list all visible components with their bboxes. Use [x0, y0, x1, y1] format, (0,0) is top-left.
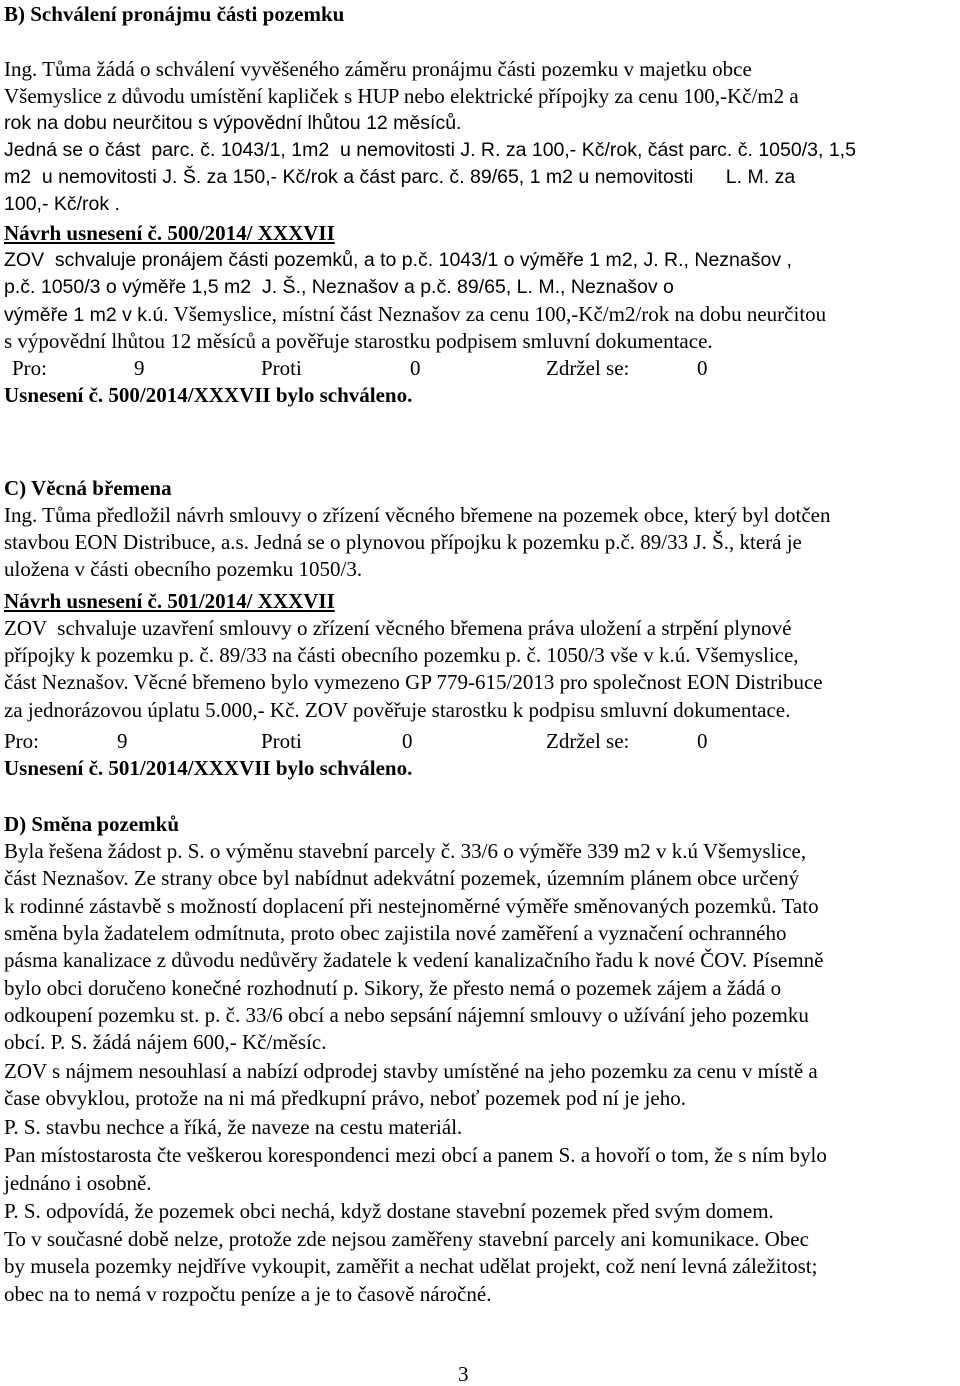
vote-zdrzel-label: Zdržel se: [546, 729, 630, 753]
proposal-line [4, 302, 826, 327]
paragraph-line: odkoupení pozemku st. p. č. 33/6 obcí a nebo sepsání nájemní smlouvy o užívání jeho pozemku [4, 1003, 809, 1027]
paragraph-line: P. S. odpovídá, že pozemek obci nechá, když dostane stavební pozemek před svým domem. [4, 1199, 774, 1223]
paragraph-line: obcí. P. S. žádá nájem 600,- Kč/měsíc. [4, 1030, 327, 1054]
paragraph-line: Byla řešena žádost p. S. o výměnu stavební parcely č. 33/6 o výměře 339 m2 v k.ú Všemyslice, [4, 839, 807, 863]
proposal-line-end: Všemyslice, místní část Neznašov za cenu 100,-Kč/m2/rok na dobu neurčitou [168, 302, 827, 326]
paragraph-line: stavbou EON Distribuce, a.s. Jedná se o plynovou přípojku k pozemku p.č. 89/33 J. Š., která je [4, 530, 802, 554]
paragraph-line: rok na dobu neurčitou s výpovědní lhůtou 12 měsíců. [4, 112, 462, 134]
page-number: 3 [458, 1362, 469, 1386]
paragraph-line: obec na to nemá v rozpočtu peníze a je to časově náročné. [4, 1282, 492, 1306]
proposal-line: za jednorázovou úplatu 5.000,- Kč. ZOV pověřuje starostku k podpisu smluvní dokumentace. [4, 698, 791, 722]
paragraph-line: Pan místostarosta čte veškerou korespondenci mezi obcí a panem S. a hovoří o tom, že s ním bylo [4, 1143, 827, 1167]
section-c-heading: C) Věcná břemena [4, 476, 172, 500]
paragraph-line: by musela pozemky nejdříve vykoupit, zaměřit a nechat udělat projekt, což není levná záležitost; [4, 1254, 818, 1278]
vote-proti-label: Proti [261, 729, 302, 753]
section-b-heading: B) Schválení pronájmu části pozemku [4, 2, 345, 26]
section-d-heading: D) Směna pozemků [4, 812, 180, 836]
vote-zdrzel-value: 0 [697, 729, 708, 753]
paragraph-line: čase obvyklou, protože na ni má předkupní právo, neboť pozemek pod ní je jeho. [4, 1086, 686, 1110]
paragraph-line: pásma kanalizace z důvodu nedůvěry žadatele k vedení kanalizačního řadu k nové ČOV. Písemně [4, 948, 824, 972]
paragraph-line: jednáno i osobně. [4, 1171, 152, 1195]
proposal-label: Návrh usnesení č. 500/2014/ XXXVII [4, 221, 335, 245]
paragraph-line: P. S. stavbu nechce a říká, že naveze na cestu materiál. [4, 1115, 463, 1139]
paragraph-line: ZOV s nájmem nesouhlasí a nabízí odprodej stavby umístěné na jeho pozemku za cenu v místě a [4, 1059, 818, 1083]
paragraph-line: část Neznašov. Ze strany obce byl nabídnut adekvátní pozemek, územním plánem obce určený [4, 866, 800, 890]
paragraph-line: uložena v části obecního pozemku 1050/3. [4, 557, 363, 581]
resolution: Usnesení č. 501/2014/XXXVII bylo schváleno. [4, 756, 413, 780]
proposal-line: ZOV schvaluje pronájem části pozemků, a to p.č. 1043/1 o výměře 1 m2, J. R., Neznašov , [4, 249, 792, 271]
vote-pro-value: 9 [117, 729, 128, 753]
vote-proti-value: 0 [410, 356, 421, 380]
proposal-line: ZOV schvaluje uzavření smlouvy o zřízení věcného břemena práva uložení a strpění plynové [4, 616, 792, 640]
vote-pro-value: 9 [134, 356, 145, 380]
proposal-line: s výpovědní lhůtou 12 měsíců a pověřuje starostku podpisem smluvní dokumentace. [4, 329, 713, 353]
paragraph-line: To v současné době nelze, protože zde nejsou zaměřeny stavební parcely ani komunikace. Obec [4, 1227, 809, 1251]
proposal-label: Návrh usnesení č. 501/2014/ XXXVII [4, 589, 335, 613]
paragraph-line: 100,- Kč/rok . [4, 193, 120, 215]
paragraph-line: Ing. Tůma žádá o schválení vyvěšeného záměru pronájmu části pozemku v majetku obce [4, 57, 752, 81]
paragraph-line: Ing. Tůma předložil návrh smlouvy o zřízení věcného břemene na pozemek obce, který byl dotčen [4, 503, 831, 527]
proposal-line-start: výměře 1 m2 v k.ú. [4, 304, 169, 326]
paragraph-line: směna byla žadatelem odmítnuta, proto obec zajistila nové zaměření a vyznačení ochranného [4, 921, 787, 945]
paragraph-line: Všemyslice z důvodu umístění kapliček s HUP nebo elektrické přípojky za cenu 100,-Kč/m2 a [4, 84, 799, 108]
proposal-line: přípojky k pozemku p. č. 89/33 na části obecního pozemku p. č. 1050/3 vše v k.ú. Všemyslice, [4, 643, 799, 667]
paragraph-line: Jedná se o část parc. č. 1043/1, 1m2 u nemovitosti J. R. za 100,- Kč/rok, část parc. č. 1050/3, 1,5 [4, 139, 856, 161]
vote-zdrzel-label: Zdržel se: [546, 356, 630, 380]
vote-pro-label: Pro: [4, 729, 40, 753]
vote-proti-label: Proti [261, 356, 302, 380]
resolution: Usnesení č. 500/2014/XXXVII bylo schváleno. [4, 383, 413, 407]
vote-zdrzel-value: 0 [697, 356, 708, 380]
paragraph-line: bylo obci doručeno konečné rozhodnutí p. Sikory, že přesto nemá o pozemek zájem a žádá o [4, 976, 782, 1000]
proposal-line: p.č. 1050/3 o výměře 1,5 m2 J. Š., Neznašov a p.č. 89/65, L. M., Neznašov o [4, 276, 674, 298]
proposal-line: část Neznašov. Věcné břemeno bylo vymezeno GP 779-615/2013 pro společnost EON Distribuce [4, 670, 823, 694]
vote-proti-value: 0 [402, 729, 413, 753]
vote-pro-label: Pro: [12, 356, 48, 380]
paragraph-line: k rodinné zástavbě s možností doplacení při nestejnoměrné výměře směnovaných pozemků. Tato [4, 894, 819, 918]
paragraph-line: m2 u nemovitosti J. Š. za 150,- Kč/rok a část parc. č. 89/65, 1 m2 u nemovitosti L. M. za [4, 166, 796, 188]
